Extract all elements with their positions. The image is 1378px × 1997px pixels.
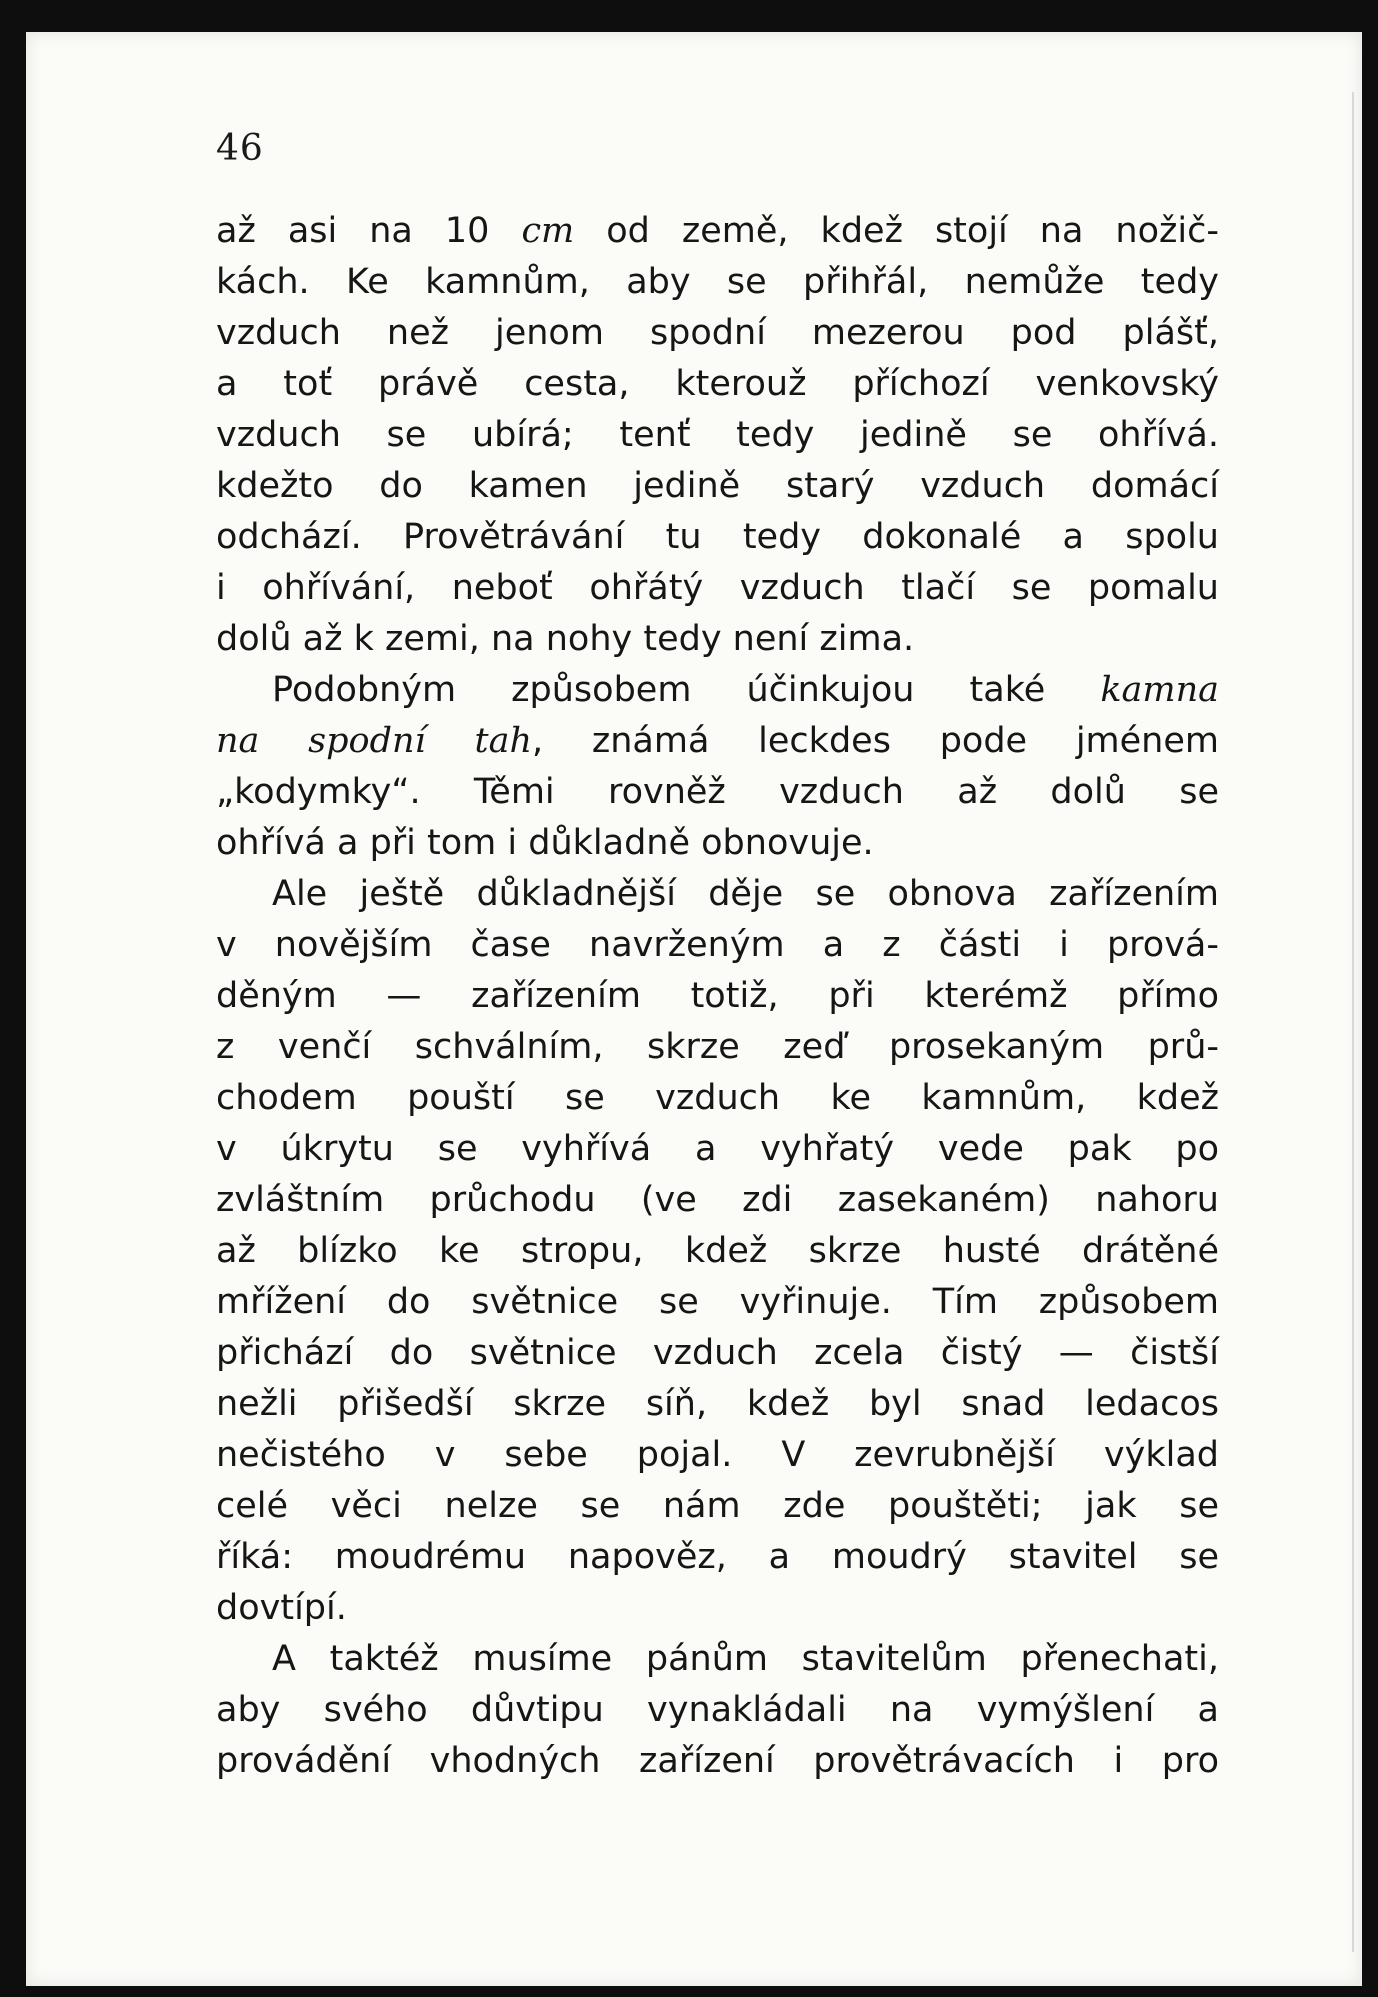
text-line	[216, 665, 1219, 716]
text-line	[216, 359, 1219, 410]
text-line-content: provádění vhodných zařízení provětrávacích i pro	[216, 1741, 1219, 1781]
text-line	[216, 716, 1219, 767]
text-line-content: zvláštním průchodu (ve zdi zasekaném) nahoru	[216, 1180, 1219, 1220]
text-line	[216, 1481, 1219, 1532]
text-line	[216, 869, 1219, 920]
text-line	[216, 767, 1219, 818]
text-line	[216, 1124, 1219, 1175]
text-line	[216, 410, 1219, 461]
text-line-content: kách. Ke kamnům, aby se přihřál, nemůže tedy	[216, 262, 1219, 302]
text-line-content: v úkrytu se vyhřívá a vyhřatý vede pak po	[216, 1129, 1219, 1169]
text-line-content: nežli přišedší skrze síň, kdež byl snad ledacos	[216, 1384, 1219, 1424]
text-line-content: kdežto do kamen jedině starý vzduch domácí	[216, 466, 1219, 506]
text-line	[216, 461, 1219, 512]
text-line-content: Ale ještě důkladnější děje se obnova zařízením	[272, 874, 1219, 914]
text-line	[216, 971, 1219, 1022]
text-line	[216, 818, 1219, 869]
text-line	[216, 1583, 1219, 1634]
text-line-content: dolů až k zemi, na nohy tedy není zima.	[216, 619, 915, 659]
text-line-content: až asi na 10	[216, 211, 522, 251]
text-line	[216, 563, 1219, 614]
text-line-content: ohřívá a při tom i důkladně obnovuje.	[216, 823, 874, 863]
text-line	[216, 308, 1219, 359]
text-line	[216, 257, 1219, 308]
text-line-content: až blízko ke stropu, kdež skrze husté drátěné	[216, 1231, 1219, 1271]
text-line	[216, 1634, 1219, 1685]
text-line-content: mřížení do světnice se vyřinuje. Tím způsobem	[216, 1282, 1219, 1322]
body-text	[216, 206, 1219, 1787]
text-line	[216, 1328, 1219, 1379]
text-line	[216, 920, 1219, 971]
text-line-content: a toť právě cesta, kterouž příchozí venkovský	[216, 364, 1219, 404]
text-line	[216, 1736, 1219, 1787]
text-line-content: vzduch než jenom spodní mezerou pod plášť,	[216, 313, 1219, 353]
text-line-content: nečistého v sebe pojal. V zevrubnější výklad	[216, 1435, 1219, 1475]
text-line	[216, 1226, 1219, 1277]
text-line-content: dovtípí.	[216, 1588, 347, 1628]
italic-term: kamna	[1100, 670, 1219, 710]
text-line-content: odchází. Provětrávání tu tedy dokonalé a spolu	[216, 517, 1219, 557]
text-line-rest: od země, kdež stojí na nožič-	[574, 211, 1219, 251]
text-line-content: celé věci nelze se nám zde pouštěti; jak se	[216, 1486, 1219, 1526]
text-line-content: aby svého důvtipu vynakládali na vymýšlení a	[216, 1690, 1219, 1730]
page-number: 46	[216, 128, 264, 169]
text-line	[216, 1430, 1219, 1481]
page-edge-shadow	[1352, 92, 1354, 1952]
text-line-rest: , známá leckdes pode jménem	[531, 721, 1219, 761]
text-line	[216, 1277, 1219, 1328]
text-line	[216, 206, 1219, 257]
text-line	[216, 1532, 1219, 1583]
text-line	[216, 1685, 1219, 1736]
text-line-content: z venčí schválním, skrze zeď prosekaným prů-	[216, 1027, 1219, 1067]
text-line-content: Podobným způsobem účinkujou také	[272, 670, 1101, 710]
text-line-content: děným — zařízením totiž, při kterémž přímo	[216, 976, 1219, 1016]
text-line-content: vzduch se ubírá; tenť tedy jedině se ohřívá.	[216, 415, 1219, 455]
text-line-content: „kodymky“. Těmi rovněž vzduch až dolů se	[216, 772, 1219, 812]
text-line	[216, 1175, 1219, 1226]
text-line-content: říká: moudrému napověz, a moudrý stavitel se	[216, 1537, 1219, 1577]
text-line-content: přichází do světnice vzduch zcela čistý — čistší	[216, 1333, 1219, 1373]
text-line-content: chodem pouští se vzduch ke kamnům, kdež	[216, 1078, 1219, 1118]
text-line	[216, 614, 1219, 665]
text-line-content: A taktéž musíme pánům stavitelům přenechati,	[272, 1639, 1219, 1679]
text-line-content: i ohřívání, neboť ohřátý vzduch tlačí se pomalu	[216, 568, 1219, 608]
text-line	[216, 1022, 1219, 1073]
text-line	[216, 512, 1219, 563]
text-line-content: v novějším čase navrženým a z části i prová-	[216, 925, 1219, 965]
italic-term: na spodní tah	[216, 721, 532, 761]
text-line	[216, 1379, 1219, 1430]
italic-term: cm	[521, 211, 575, 251]
text-line	[216, 1073, 1219, 1124]
